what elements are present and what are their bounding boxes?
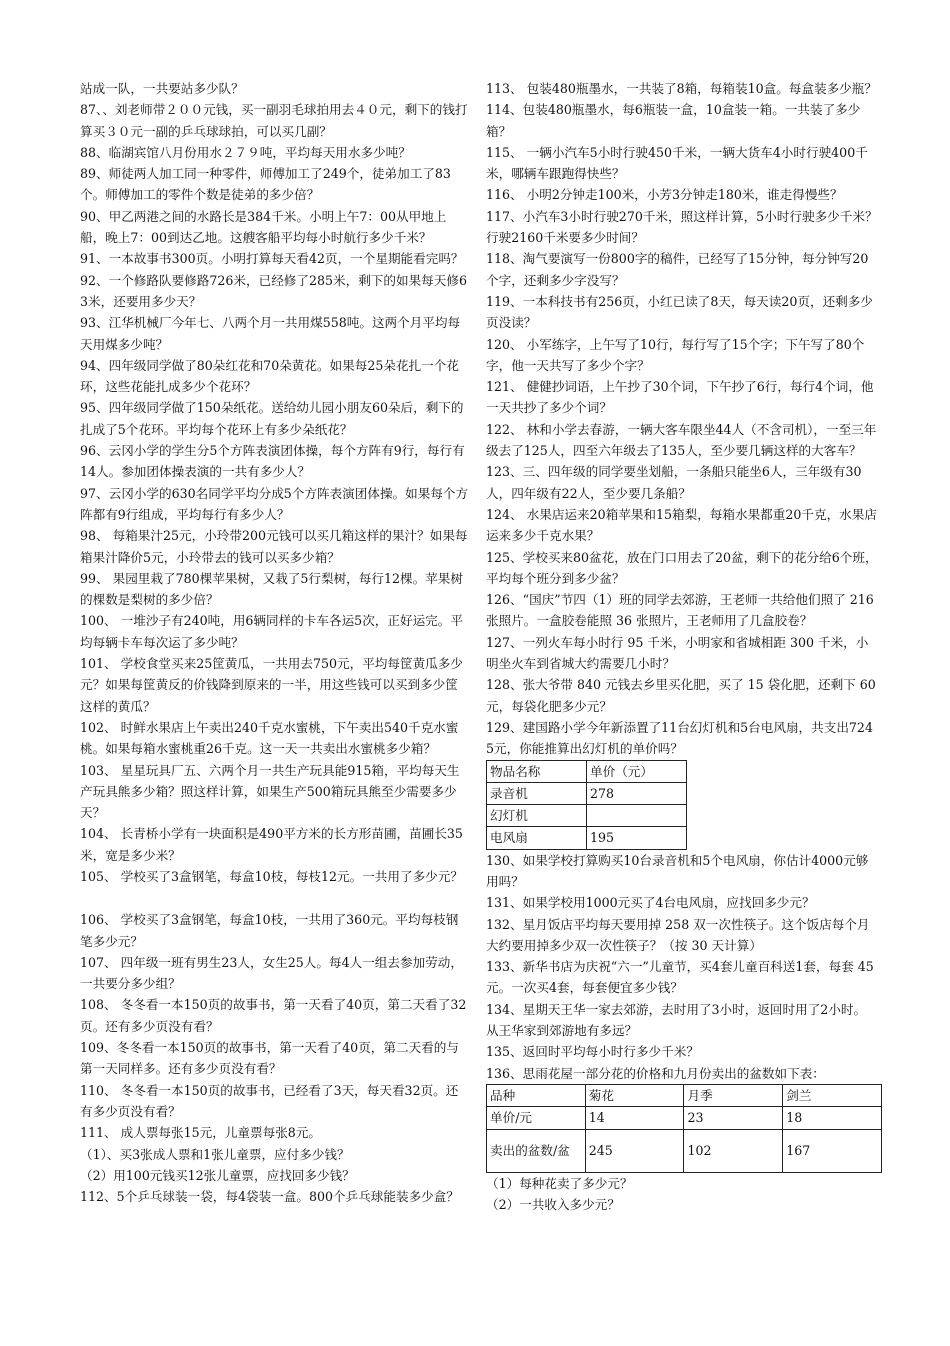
- table-header-row: [487, 760, 687, 782]
- problem-text: 129、建国路小学今年新添置了11台幻灯机和5台电风扇，共支出7245元，你能推算出幻灯机的单价吗？: [486, 719, 873, 757]
- problem-text: 114、包装480瓶墨水，每6瓶装一盒，10盒装一箱。一共装了多少箱？: [486, 102, 861, 139]
- table-cell: 卖出的盆数/盆: [487, 1129, 586, 1172]
- problem-text: 102、 时鲜水果店上午卖出240千克水蜜桃，下午卖出540千克水蜜桃。如果每箱水蜜桃重26千克。这一天一共卖出水蜜桃多少箱？: [80, 719, 459, 757]
- problems-113-129: [486, 78, 878, 760]
- table-cell: 菊花: [585, 1084, 684, 1106]
- problems-130-136: [486, 850, 878, 1084]
- problem-text: 94、四年级同学做了80朵红花和70朵黄花。如果每25朵花扎一个花环，这些花能扎成多少个花环？: [80, 357, 459, 395]
- table-cell: 23: [684, 1107, 783, 1129]
- problem-text: 128、张大爷带 840 元钱去乡里买化肥，买了 15 袋化肥，还剩下 60 元，每袋化肥多少元？: [486, 677, 876, 714]
- problem-text: 116、 小明2分钟走100米，小芳3分钟走180米，谁走得慢些？: [486, 187, 843, 203]
- problem-text: 106、 学校买了3盒钢笔，每盒10枝，一共用了360元。平均每枝钢笔多少元？: [80, 912, 459, 949]
- problem-text: 109、冬冬看一本150页的故事书，第一天看了40页，第二天看的与第一天同样多。还有多少页没有看？: [80, 1040, 459, 1077]
- problem-text: 96、云冈小学的学生分5个方阵表演团体操，每个方阵有9行，每行有14人。参加团体操表演的一共有多少人？: [80, 443, 465, 480]
- problem-text: 133、新华书店为庆祝“六一”儿童节，买4套儿童百科送1套，每套 45 元。一次买4套，每套便宜多少钱？: [486, 959, 874, 996]
- flower-table-136: [486, 1084, 882, 1173]
- table-cell: 245: [585, 1129, 684, 1172]
- problem-text: 101、 学校食堂买来25筐黄瓜，一共用去750元，平均每筐黄瓜多少元？如果每筐黄反的价钱降到原来的一半，用这些钱可以买到多少筐这样的黄瓜？: [80, 656, 463, 714]
- table-row: [487, 827, 687, 849]
- problem-text: 118、淘气要演写一份800字的稿件，已经写了15分钟，每分钟写20个字，还剩多少字没写？: [486, 251, 869, 288]
- table-cell: 月季: [684, 1084, 783, 1106]
- problem-text: 126、“国庆”节四（1）班的同学去郊游，王老师一共给他们照了 216 张照片。一盒胶卷能照 36 张照片，王老师用了几盒胶卷？: [486, 592, 874, 629]
- problem-text: 113、 包装480瓶墨水，一共装了8箱，每箱装10盒。每盒装多少瓶？: [486, 81, 877, 96]
- problem-text: 100、 一堆沙子有240吨，用6辆同样的卡车各运5次，正好运完。平均每辆卡车每次运了多少吨？: [80, 613, 463, 650]
- problem-text: 111、 成人票每张15元，儿童票每张8元。: [80, 1125, 321, 1141]
- table-cell: 195: [587, 827, 687, 849]
- problem-text: 99、 果园里栽了780棵苹果树，又栽了5行梨树，每行12棵。苹果树的棵数是梨树的多少倍？: [80, 570, 463, 608]
- table-row: [487, 782, 687, 804]
- problem-text: 97、云冈小学的630名同学平均分成5个方阵表演团体操。如果每个方阵都有9行组成，平均每行有多少人？: [80, 485, 469, 522]
- table-cell: 电风扇: [487, 827, 587, 849]
- table-row: [487, 805, 687, 827]
- problem-text: 120、 小军练字，上午写了10行，每行写了15个字；下午写了80个字，他一天共写了多少个字？: [486, 336, 865, 373]
- problem-text: 132、星月饭店平均每天要用掉 258 双一次性筷子。这个饭店每个月大约要用掉多少双一次性筷子？（按 30 天计算）: [486, 916, 870, 953]
- table-cell: 18: [783, 1107, 882, 1129]
- left-column: [80, 78, 470, 1207]
- blank-line: [80, 887, 470, 909]
- table-cell: 品种: [487, 1084, 586, 1106]
- problem-text: 127、一列火车每小时行 95 千米，小明家和省城相距 300 千米，小明坐火车到省城大约需要几小时？: [486, 634, 869, 672]
- problem-text: 103、 星星玩具厂五、六两个月一共生产玩具能915箱，平均每天生产玩具熊多少箱？照这样计算，如果生产500箱玩具熊至少需要多少天？: [80, 762, 460, 821]
- table-cell: 167: [783, 1129, 882, 1172]
- sub-questions-136: [486, 1173, 878, 1216]
- table-cell: 录音机: [487, 782, 587, 804]
- problem-text: 124、 水果店运来20箱苹果和15箱梨，每箱水果都重20千克，水果店运来多少千克水果？: [486, 506, 877, 544]
- problem-text: 117、小汽车3小时行驶270千米，照这样计算，5小时行驶多少千米？行驶2160千米要多少时间？: [486, 208, 878, 246]
- problem-text: 131、如果学校用1000元买了4台电风扇，应找回多少元？: [486, 895, 815, 911]
- problem-text: 110、 冬冬看一本150页的故事书，已经看了3天，每天看32页。还有多少页没有看？: [80, 1082, 459, 1119]
- table-cell: [587, 805, 687, 827]
- table-row: [487, 1129, 882, 1172]
- table-header-row: [487, 1084, 882, 1106]
- problem-text: 130、如果学校打算购买10台录音机和5个电风扇，你估计4000元够用吗？: [486, 852, 869, 889]
- problem-text: 112、5个乒乓球装一袋，每4袋装一盒。800个乒乓球能装多少盒？: [80, 1189, 459, 1205]
- table-cell: 剑兰: [783, 1084, 882, 1106]
- problem-text: 87、、刘老师带２００元钱，买一副羽毛球拍用去４０元，剩下的钱打算买３０元一副的乒乓球球拍，可以买几副？: [80, 102, 468, 139]
- problem-text: 104、 长青桥小学有一块面积是490平方米的长方形苗圃，苗圃长35米，宽是多少米？: [80, 826, 463, 863]
- problem-text: 91、一本故事书300页。小明打算每天看42页，一个星期能看完吗？: [80, 251, 464, 267]
- price-table-129: [486, 760, 687, 850]
- problem-text: 93、江华机械厂今年七、八两个月一共用煤558吨。这两个月平均每天用煤多少吨？: [80, 315, 461, 352]
- problem-text: （1）、买3张成人票和1张儿童票，应付多少钱？: [80, 1146, 350, 1162]
- problem-text: 107、 四年级一班有男生23人，女生25人。每4人一组去参加劳动，一共要分多少组？: [80, 954, 463, 992]
- problem-text: （1）每种花卖了多少元？: [486, 1175, 633, 1191]
- table-cell: 单价（元）: [587, 760, 687, 782]
- table-cell: 幻灯机: [487, 805, 587, 827]
- problem-text: （2）用100元钱买12张儿童票，应找回多少钱？: [80, 1167, 355, 1183]
- table-cell: 102: [684, 1129, 783, 1172]
- problem-text: 121、 健健抄词语，上午抄了30个词，下午抄了6行，每行4个词，他一天共抄了多少个词？: [486, 379, 874, 416]
- table-cell: 物品名称: [487, 760, 587, 782]
- table-cell: 278: [587, 782, 687, 804]
- problem-text: 站成一队，一共要站多少队？: [80, 81, 244, 96]
- problem-text: 88、临湖宾馆八月份用水２７９吨，平均每天用水多少吨？: [80, 144, 411, 160]
- right-column: [486, 78, 878, 1215]
- problem-text: 123、三、四年级的同学要坐划船，一条船只能坐6人，三年级有30人，四年级有22人，至少要几条船？: [486, 464, 862, 501]
- problem-text: 98、 每箱果汁25元，小玲带200元钱可以买几箱这样的果汁？如果每箱果汁降价5元，小玲带去的钱可以买多少箱？: [80, 528, 468, 565]
- problem-text: 90、甲乙两港之间的水路长是384千米。小明上午7：00从甲地上船，晚上7：00到达乙地。这艘客船平均每小时航行多少千米？: [80, 208, 447, 246]
- problem-text: 89、师徒两人加工同一种零件，师傅加工了249个，徒弟加工了83个。师傅加工的零件个数是徒弟的多少倍？: [80, 166, 451, 203]
- problem-text: 115、 一辆小汽车5小时行驶450千米，一辆大货车4小时行驶400千米，哪辆车跟跑得快些？: [486, 144, 868, 182]
- table-cell: 单价/元: [487, 1107, 586, 1129]
- table-cell: 14: [585, 1107, 684, 1129]
- problem-text: 136、思雨花屋一部分花的价格和九月份卖出的盆数如下表：: [486, 1065, 825, 1081]
- problem-text: 122、 林和小学去春游，一辆大客车限坐44人（不含司机），一至三年级去了125人，四至六年级去了135人，至少要几辆这样的大客车？: [486, 421, 877, 459]
- problem-text: 135、返回时平均每小时行多少千米？: [486, 1044, 699, 1060]
- problem-text: 92、一个修路队要修路726米，已经修了285米，剩下的如果每天修63米，还要用多少天？: [80, 272, 467, 309]
- problem-text: 134、星期天王华一家去郊游，去时用了3小时，返回时用了2小时。从王华家到郊游地有多远？: [486, 1001, 867, 1039]
- problem-text: 108、 冬冬看一本150页的故事书，第一天看了40页，第二天看了32页。还有多少页没有看？: [80, 997, 467, 1034]
- problem-text: 105、 学校买了3盒钢笔，每盒10枝，每枝12元。一共用了多少元？: [80, 868, 463, 884]
- table-row: [487, 1107, 882, 1129]
- problem-text: 119、一本科技书有256页，小红已读了8天，每天读20页，还剩多少页没读？: [486, 293, 873, 331]
- problem-text: （2）一共收入多少元？: [486, 1196, 620, 1212]
- problem-text: 125、学校买来80盆花，放在门口用去了20盆，剩下的花分给6个班，平均每个班分到多少盆？: [486, 549, 878, 586]
- problem-text: 95、四年级同学做了150朵纸花。送给幼儿园小朋友60朵后，剩下的扎成了5个花环。平均每个花环上有多少朵纸花？: [80, 400, 464, 437]
